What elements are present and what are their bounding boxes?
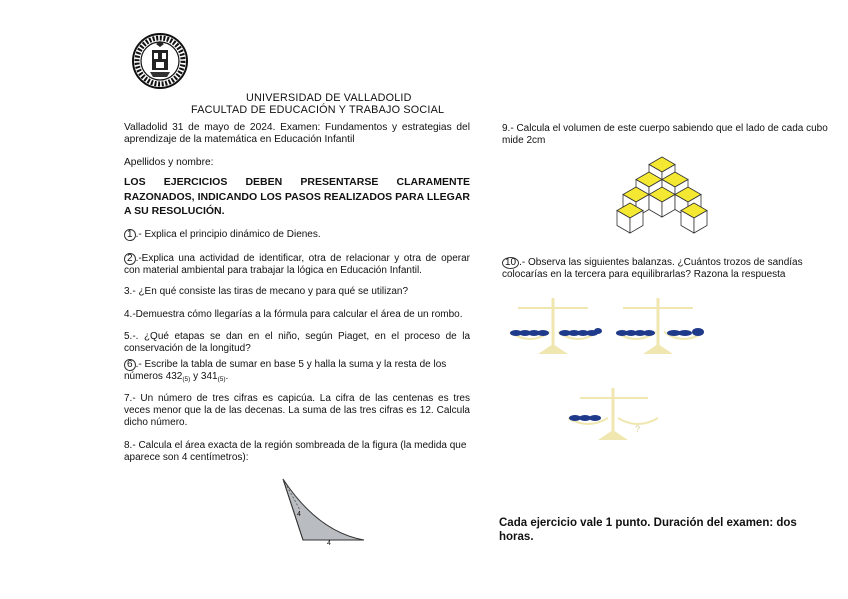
- watermelon-group-3: [616, 330, 655, 336]
- instructions: LOS EJERCICIOS DEBEN PRESENTARSE CLARAMENTE RAZONADOS, INDICANDO LOS PASOS REALIZADOS PARA LLEGAR A SU RESOLUCIÓN.: [124, 176, 470, 217]
- question-5: 5.-. ¿Qué etapas se dan en el niño, según Piaget, en el proceso de la conservación de la longitud?: [124, 331, 470, 354]
- measure-label-side: 4: [297, 511, 301, 518]
- balance-scales-figure: [508, 290, 718, 456]
- name-label: Apellidos y nombre:: [124, 157, 214, 168]
- number-2: 341: [200, 371, 218, 382]
- exam-intro: Valladolid 31 de mayo de 2024. Examen: Fundamentos y estrategias del aprendizaje de la matemática en Educación Infantil: [124, 122, 470, 146]
- question-2: [124, 253, 470, 277]
- base-1: (5): [182, 376, 191, 383]
- balance-scale-3: [568, 388, 658, 440]
- question-text: .-Explica una actividad de identificar, otra de relacionar y otra de operar con material ambiental para trabajar la lógica en Educación Infantil.: [124, 253, 470, 276]
- university-seal: [131, 32, 189, 90]
- number-1: 432: [165, 371, 183, 382]
- faculty-name: FACULTAD DE EDUCACIÓN Y TRABAJO SOCIAL: [191, 104, 445, 116]
- question-text: .- Explica el principio dinámico de Dienes.: [135, 229, 321, 240]
- question-6: [124, 359, 454, 386]
- question-8: 8.- Calcula el área exacta de la región sombreada de la figura (la medida que aparece son 4 centímetros):: [124, 440, 467, 463]
- question-number: 10: [502, 257, 519, 269]
- question-number: 2: [124, 253, 136, 265]
- cubes-figure: [616, 155, 708, 245]
- watermelon-group-1: [510, 330, 549, 336]
- footer-note: Cada ejercicio vale 1 punto. Duración del examen: dos horas.: [499, 517, 797, 543]
- measure-label: 4: [327, 540, 331, 546]
- question-3: 3.- ¿En qué consiste las tiras de mecano y para qué se utilizan?: [124, 286, 409, 297]
- watermelon-group-2: [559, 328, 602, 336]
- balance-scale-2: [616, 298, 704, 354]
- question-4: 4.-Demuestra cómo llegarías a la fórmula para calcular el área de un rombo.: [124, 309, 463, 320]
- question-end: .: [225, 371, 229, 382]
- question-9: 9.- Calcula el volumen de este cuerpo sabiendo que el lado de cada cubo mide 2cm: [502, 123, 828, 146]
- unknown-mark: ?: [635, 424, 641, 434]
- question-10: [502, 257, 832, 281]
- question-text: .- Observa las siguientes balanzas. ¿Cuántos trozos de sandías colocarías en la tercera para equilibrarlas? Razona la respuesta: [502, 257, 803, 280]
- question-7: 7.- Un número de tres cifras es capicúa. La cifra de las centenas es tres veces menor que la de las decenas. La suma de las tres cifras es 12. Calcula dicho número.: [124, 393, 470, 428]
- question-number: 6: [124, 359, 136, 371]
- question-number: 1: [124, 229, 136, 241]
- watermelon-group-5: [569, 415, 601, 421]
- conjunction: y: [190, 371, 201, 382]
- shaded-region-figure: [278, 474, 368, 546]
- question-1: [124, 229, 470, 241]
- question-text: .- Escribe la tabla de sumar en base 5 y halla la suma y la resta de los números: [124, 359, 447, 382]
- base-2: (5): [217, 376, 226, 383]
- balance-scale-1: [510, 298, 598, 354]
- watermelon-group-4: [667, 328, 704, 336]
- university-name: UNIVERSIDAD DE VALLADOLID: [246, 92, 412, 104]
